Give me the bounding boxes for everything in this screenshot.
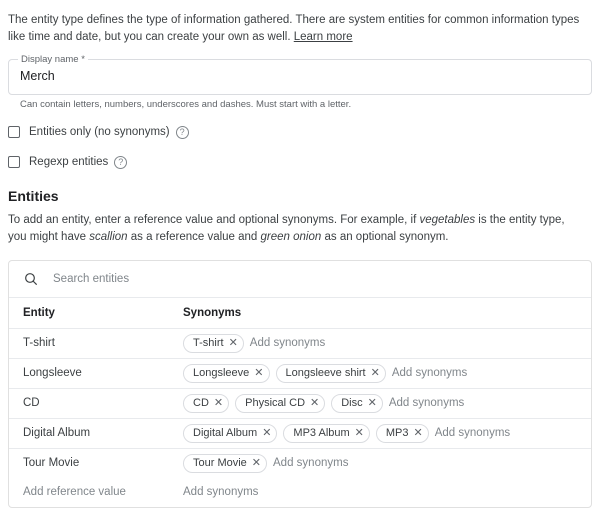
regexp-entities-checkbox-row[interactable] xyxy=(8,154,592,170)
table-row[interactable] xyxy=(9,419,591,449)
synonym-chip-label: Disc xyxy=(341,397,363,410)
synonym-chip-label: Tour Movie xyxy=(193,457,247,470)
search-input[interactable] xyxy=(53,273,577,285)
entity-name-cell[interactable] xyxy=(9,337,181,349)
entities-section-title: Entities xyxy=(8,188,59,205)
remove-synonym-icon[interactable]: ✕ xyxy=(251,456,262,469)
desc-part-1: To add an entity, enter a reference value and optional synonyms. For example, if xyxy=(8,214,420,227)
display-name-field[interactable] xyxy=(8,54,592,95)
desc-part-4: as an optional synonym. xyxy=(321,231,449,244)
entity-name: T-shirt xyxy=(23,337,55,350)
entities-only-checkbox-row[interactable] xyxy=(8,124,592,140)
add-synonyms-placeholder[interactable]: Add synonyms xyxy=(388,397,465,410)
table-row[interactable] xyxy=(9,359,591,389)
entity-name-cell[interactable] xyxy=(9,397,181,409)
synonyms-cell[interactable] xyxy=(181,389,591,417)
synonym-chip[interactable] xyxy=(331,394,383,413)
table-header-entity: Entity xyxy=(23,306,55,319)
entity-name: CD xyxy=(23,397,40,410)
help-icon[interactable]: ? xyxy=(176,126,189,139)
synonym-chip-label: Longsleeve shirt xyxy=(285,367,366,380)
regexp-entities-checkbox[interactable] xyxy=(8,156,20,168)
synonym-chip-label: MP3 xyxy=(385,427,409,440)
search-entities-row[interactable] xyxy=(9,261,591,298)
add-synonyms-placeholder[interactable]: Add synonyms xyxy=(391,367,468,380)
search-icon xyxy=(23,271,39,287)
entities-only-label: Entities only (no synonyms) xyxy=(29,126,170,139)
entities-table-card xyxy=(8,260,592,508)
add-synonyms-cell[interactable] xyxy=(181,486,591,498)
synonym-chip-list xyxy=(183,389,591,417)
synonyms-cell[interactable] xyxy=(181,419,591,447)
display-name-help: Can contain letters, numbers, underscores and dashes. Must start with a letter. xyxy=(20,99,352,111)
synonym-chip-list xyxy=(183,419,591,447)
learn-more-link[interactable]: Learn more xyxy=(293,30,353,43)
synonym-chip-label: Digital Album xyxy=(193,427,258,440)
synonym-chip[interactable] xyxy=(183,454,267,473)
entities-only-checkbox[interactable] xyxy=(8,126,20,138)
help-icon[interactable]: ? xyxy=(114,156,127,169)
synonym-chip[interactable] xyxy=(283,424,369,443)
synonym-chip-list xyxy=(183,359,591,387)
synonym-chip-label: MP3 Album xyxy=(293,427,350,440)
synonym-chip-label: T-shirt xyxy=(193,337,224,350)
table-header-synonyms: Synonyms xyxy=(183,306,242,319)
synonym-chip[interactable] xyxy=(235,394,325,413)
add-reference-value-placeholder: Add reference value xyxy=(23,486,126,499)
synonym-chip[interactable] xyxy=(276,364,386,383)
table-row[interactable] xyxy=(9,389,591,419)
table-add-row[interactable] xyxy=(9,478,591,507)
display-name-label: Display name * xyxy=(18,54,88,65)
remove-synonym-icon[interactable]: ✕ xyxy=(413,426,423,439)
entities-section-description xyxy=(8,212,586,245)
desc-em-2: scallion xyxy=(89,231,128,244)
entity-name: Tour Movie xyxy=(23,457,80,470)
synonyms-cell[interactable] xyxy=(181,359,591,387)
synonym-chip-list xyxy=(183,329,591,357)
regexp-entities-label: Regexp entities xyxy=(29,156,109,169)
remove-synonym-icon[interactable]: ✕ xyxy=(213,396,224,409)
synonym-chip[interactable] xyxy=(183,424,277,443)
add-reference-value-cell[interactable] xyxy=(9,486,181,498)
entity-name: Longsleeve xyxy=(23,367,82,380)
desc-em-1: vegetables xyxy=(419,214,476,227)
remove-synonym-icon[interactable]: ✕ xyxy=(262,426,272,439)
synonyms-cell[interactable] xyxy=(181,329,591,357)
desc-em-3: green onion xyxy=(260,231,322,244)
desc-part-2: is the entity type, you might have xyxy=(8,214,565,244)
desc-part-3: as a reference value and xyxy=(127,231,261,244)
synonym-chip-label: Physical CD xyxy=(245,397,306,410)
add-synonyms-placeholder: Add synonyms xyxy=(183,486,259,499)
synonym-chip[interactable] xyxy=(376,424,429,443)
synonym-chip[interactable] xyxy=(183,394,229,413)
add-synonyms-placeholder[interactable]: Add synonyms xyxy=(249,337,326,350)
synonym-chip-label: CD xyxy=(193,397,209,410)
synonym-chip-list xyxy=(183,449,591,477)
add-synonyms-placeholder[interactable]: Add synonyms xyxy=(273,457,349,470)
remove-synonym-icon[interactable]: ✕ xyxy=(367,396,377,409)
intro-text xyxy=(8,12,586,45)
display-name-value: Merch xyxy=(20,69,55,84)
remove-synonym-icon[interactable]: ✕ xyxy=(310,396,320,409)
table-body xyxy=(9,329,591,478)
remove-synonym-icon[interactable]: ✕ xyxy=(254,366,264,379)
intro-text-body: The entity type defines the type of information gathered. There are system entities for common information types like time and date, but you can create your own as well. xyxy=(8,14,580,43)
synonym-chip[interactable] xyxy=(183,334,244,353)
add-synonyms-placeholder[interactable]: Add synonyms xyxy=(434,427,511,440)
entity-name: Digital Album xyxy=(23,427,91,440)
synonyms-cell[interactable] xyxy=(181,449,591,477)
table-row[interactable] xyxy=(9,329,591,359)
entity-name-cell[interactable] xyxy=(9,367,181,379)
entity-name-cell[interactable] xyxy=(9,427,181,439)
table-header xyxy=(9,298,591,329)
table-row[interactable] xyxy=(9,449,591,478)
entity-name-cell[interactable] xyxy=(9,457,181,469)
synonym-chip[interactable] xyxy=(183,364,270,383)
remove-synonym-icon[interactable]: ✕ xyxy=(370,366,380,379)
synonym-chip-label: Longsleeve xyxy=(193,367,250,380)
remove-synonym-icon[interactable]: ✕ xyxy=(228,336,238,349)
remove-synonym-icon[interactable]: ✕ xyxy=(354,426,364,439)
